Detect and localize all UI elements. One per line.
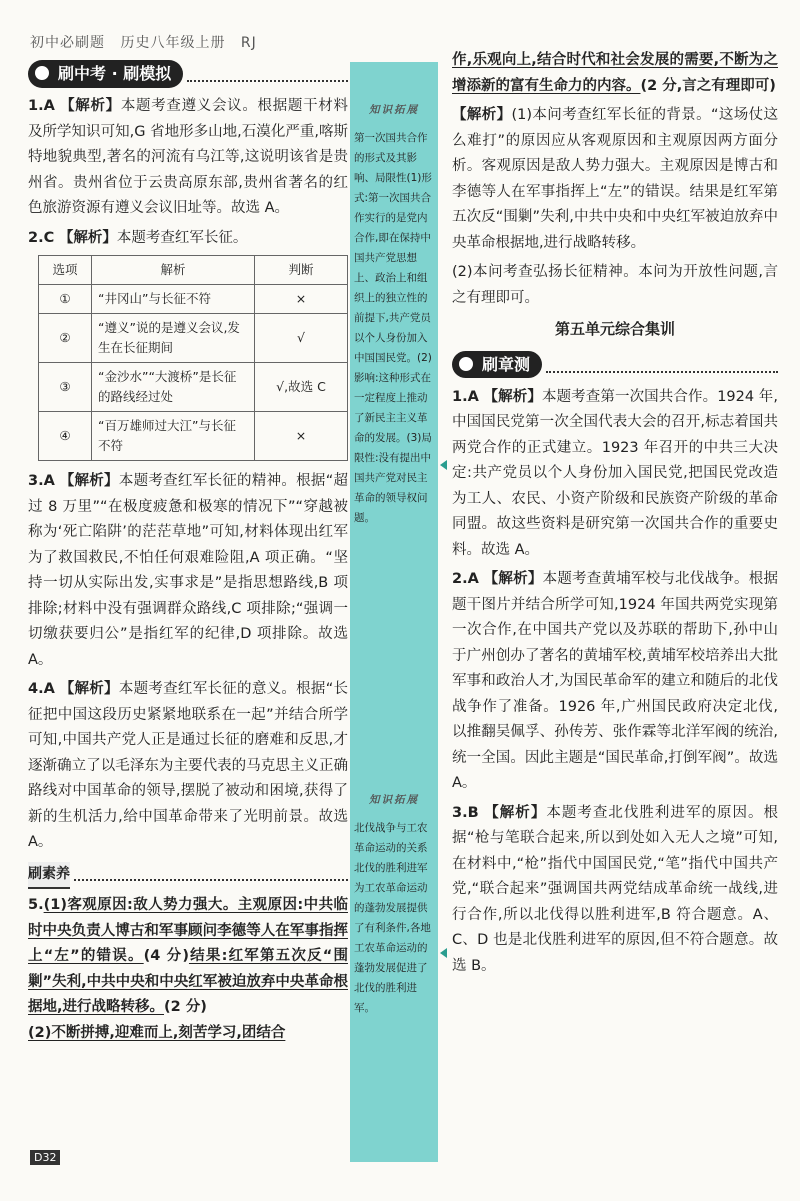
section-title bbox=[452, 351, 778, 379]
knowledge-note-1 bbox=[354, 100, 434, 528]
table-row: ② “遵义”说的是遵义会议,发生在长征期间 √ bbox=[39, 314, 348, 363]
section-badge: 刷中考 · 刷模拟 bbox=[28, 60, 183, 88]
section-title bbox=[28, 60, 348, 88]
answer-6-part-1: 【解析】(1)本问考查红军长征的背景。“这场仗这么难打”的原因应从客观原因和主观原因两方面分析。客观原因是敌人势力强大。主观原因是博古和李德等人在军事指挥上“左”的错误。结果是红军第五次反“围剿”失利,中共中央和中央红军被迫放弃中央革命根据地,进行战略转移。 bbox=[452, 107, 778, 251]
answer-3: 3.A 【解析】本题考查红军长征的精神。根据“超过 8 万里”“在极度疲惫和极寒的情况下”“穿越被称为‘死亡陷阱’的茫茫草地”可知,材料体现出红军为了救国救民,不怕任何艰难险阻,A 项正确。“坚持一切从实际出发,实事求是”是指思想路线,B 项排除;材料中没有强调群众路线,C 项排除;“强调一切缴获要归公”是指红军的纪律,D 项排除。故选 A。 bbox=[28, 473, 348, 668]
header-book: 历史八年级上册 bbox=[120, 35, 226, 51]
divider bbox=[187, 66, 348, 82]
divider bbox=[74, 869, 348, 881]
unit-title: 第五单元综合集训 bbox=[554, 320, 675, 338]
answer-2: 2.C 【解析】本题考查红军长征。 bbox=[28, 229, 248, 246]
right-column bbox=[452, 48, 778, 983]
chapter-answer-1: 1.A 【解析】本题考查第一次国共合作。1924 年,中国国民党第一次全国代表大会的召开,标志着国共两党合作的正式建立。1923 年召开的中共三大决定:共产党员以个人身份加入国民党,把国民党改造为工人、农民、小资产阶级和民族资产阶级的革命同盟。故这些资料是研究第一次国共合作的重要史料。故选 A。 bbox=[452, 388, 779, 558]
left-column bbox=[28, 60, 348, 1050]
note-body: 第一次国共合作的形式及其影响、局限性(1)形式:第一次国共合作实行的是党内合作,即在保持中国共产党思想上、政治上和组织上的独立性的前提下,共产党员以个人身份加入中国国民党。(2)影响:这种形式在一定程度上推动了新民主主义革命的发展。(3)局限性:没有提出中国共产党对民主革命的领导权问题。 bbox=[354, 132, 432, 524]
header-series: 初中必刷题 bbox=[30, 35, 105, 51]
chapter-answer-2: 2.A 【解析】本题考查黄埔军校与北伐战争。根据题干图片并结合所学可知,1924 年国共两党实现第一次合作,在中国共产党以及苏联的帮助下,孙中山于广州创办了著名的黄埔军校,黄埔军校培养出大批军事和政治人才,为国民革命军的建立和随后的北伐战争作了准备。1926 年,广州国民政府决定北伐,以推翻吴佩孚、孙传芳、张作霖等北洋军阀的统治,统一全国。因此主题是“国民革命,打倒军阀”。故选 A。 bbox=[452, 571, 779, 791]
answer-5: 5.(1)客观原因:敌人势力强大。主观原因:中共临时中央负责人博古和军事顾问李德等人在军事指挥上“左”的错误。(4 分)结果:红军第五次反“围剿”失利,中共中央和中央红军被迫放弃中央革命根据地,进行战略转移。(2 分) (2)不断拼搏,迎难而上,刻苦学习,团结合 bbox=[28, 897, 348, 1041]
answer-5-continued: 作,乐观向上,结合时代和社会发展的需要,不断为之增添新的富有生命力的内容。(2 分,言之有理即可) bbox=[452, 52, 778, 94]
note-title: 知识拓展 bbox=[369, 794, 419, 806]
section-badge: 刷章测 bbox=[452, 351, 542, 379]
subsection-title: 刷素养 bbox=[28, 862, 348, 890]
table-row: ④ “百万雄师过大江”与长征不符 × bbox=[39, 412, 348, 461]
table-header-row: 选项 解析 判断 bbox=[39, 256, 348, 285]
header-edition: RJ bbox=[240, 35, 257, 51]
table-row: ③ “金沙水”“大渡桥”是长征的路线经过处 √,故选 C bbox=[39, 363, 348, 412]
answer-6-part-2: (2)本问考查弘扬长征精神。本问为开放性问题,言之有理即可。 bbox=[452, 264, 778, 306]
page-number: D32 bbox=[30, 1150, 60, 1165]
analysis-table bbox=[38, 255, 348, 461]
arrow-icon bbox=[440, 948, 447, 958]
note-title: 知识拓展 bbox=[369, 104, 419, 116]
divider bbox=[546, 357, 778, 373]
table-row: ① “井冈山”与长征不符 × bbox=[39, 285, 348, 314]
answer-4: 4.A 【解析】本题考查红军长征的意义。根据“长征把中国这段历史紧紧地联系在一起”并结合所学可知,中国共产党人正是通过长征的磨难和反思,才逐渐确立了以毛泽东为主要代表的马克思主义正确路线对中国革命的领导,摆脱了被动和困境,获得了新的生机活力,给中国革命带来了光明前景。故选 A。 bbox=[28, 681, 348, 850]
arrow-icon bbox=[440, 460, 447, 470]
page-header bbox=[30, 32, 267, 52]
answer-1: 1.A 【解析】本题考查遵义会议。根据题干材料及所学知识可知,G 省地形多山地,石漠化严重,喀斯特地貌典型,著名的河流有乌江等,这说明该省是贵州省。贵州省位于云贵高原东部,贵州省著名的红色旅游资源有遵义会议旧址等。故选 A。 bbox=[28, 98, 348, 216]
chapter-answer-3: 3.B 【解析】本题考查北伐胜利进军的原因。根据“枪与笔联合起来,所以到处如入无人之境”可知,在材料中,“枪”指代中国国民党,“笔”指代中国共产党,“联合起来”强调国共两党结成革命统一战线,进行合作,所以北伐得以胜利进军,B 符合题意。A、C、D 也是北伐胜利进军的原因,但不符合题意。故选 B。 bbox=[452, 804, 779, 974]
note-body: 北伐战争与工农革命运动的关系北伐的胜利进军为工农革命运动的蓬勃发展提供了有利条件,各地工农革命运动的蓬勃发展促进了北伐的胜利进军。 bbox=[354, 822, 431, 1014]
knowledge-note-2 bbox=[354, 790, 434, 1018]
